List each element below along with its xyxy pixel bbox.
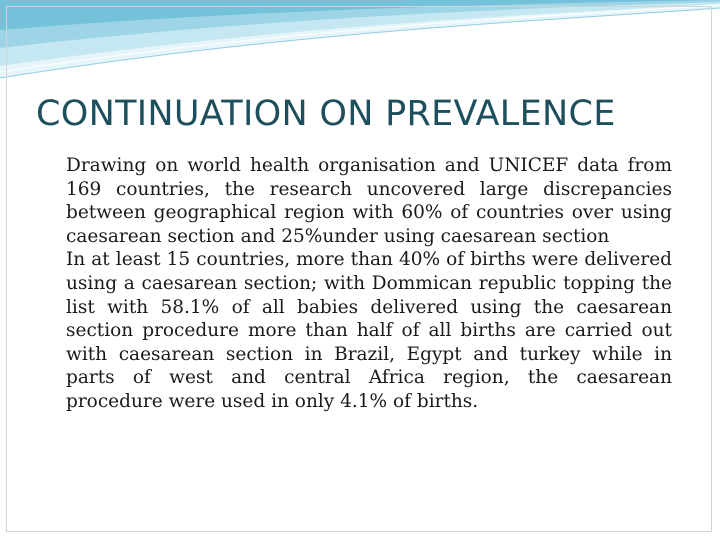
slide-body — [66, 154, 672, 414]
paragraph-2: In at least 15 countries, more than 40% of births were delivered using a caesarean section; with Dommican republic topping the list with 58.1% of all babies delivered using the caesarean section procedure more than half of all births are carried out with caesarean section in Brazil, Egypt and turkey while in parts of west and central Africa region, the caesarean procedure were used in only 4.1% of births. — [66, 249, 672, 412]
paragraph-1: Drawing on world health organisation and UNICEF data from 169 countries, the research uncovered large discrepancies between geographical region with 60% of countries over using caesarean section and 25%under using caesarean section — [66, 155, 672, 247]
header-wave-decoration — [0, 0, 720, 90]
slide-title: CONTINUATION ON PREVALENCE — [36, 94, 616, 134]
